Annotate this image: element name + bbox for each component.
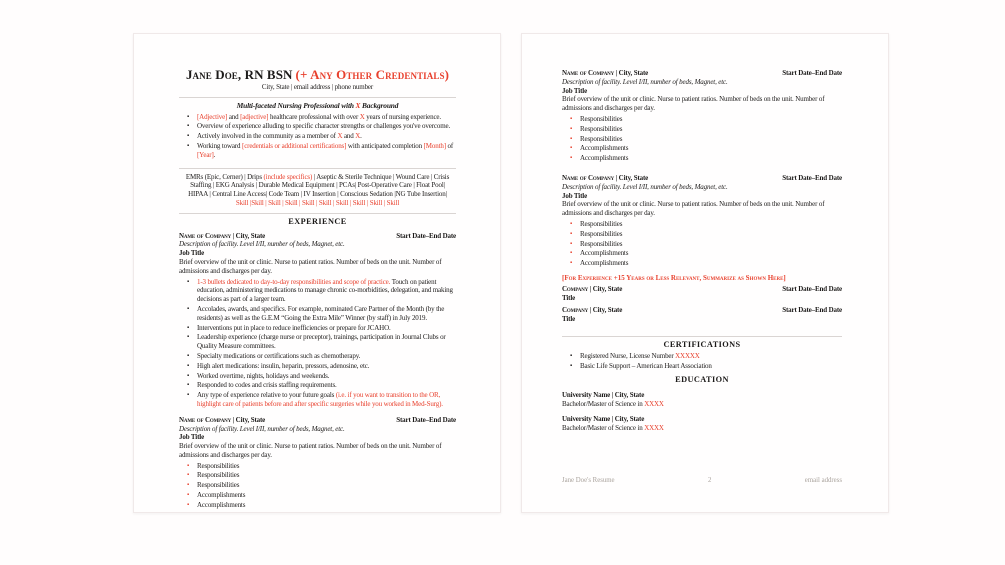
credentials-placeholder: (+ Any Other Credentials) <box>295 67 450 82</box>
responsibility-bullet: ▪ Responsibilities <box>187 462 456 471</box>
divider <box>179 97 456 98</box>
facility-description: Description of facility. Level I/II, number of beds, Magnet, etc. <box>179 424 345 433</box>
job-title: Job Title <box>562 191 588 200</box>
divider <box>562 336 842 337</box>
facility-description: Description of facility. Level I/II, number of beds, Magnet, etc. <box>562 77 728 86</box>
experience-bullet: ▪ High alert medications: insulin, heparin, pressors, adenosine, etc. <box>187 362 456 371</box>
skills-line: Staffing | EKG Analysis | Durable Medical Equipment | PCAs| Post-Operative Care | Float Pool| <box>190 181 445 190</box>
experience-bullet: ▪ Leadership experience (charge nurse or preceptor), trainings, participation in Journal Clubs or Quality Measure committees. <box>187 333 456 351</box>
experience-bullet: ▪ Specialty medications or certifications such as chemotherapy. <box>187 352 456 361</box>
entry-dates: Start Date–End Date <box>782 173 842 182</box>
responsibility-bullet: ▪ Responsibilities <box>187 481 456 490</box>
company-name: Name of Company | City, State <box>562 69 649 77</box>
entry-header-row <box>562 69 842 78</box>
unit-overview: Brief overview of the unit or clinic. Nurse to patient ratios. Number of beds on the unit. Number of admissions and discharges per day. <box>562 95 825 113</box>
summarized-company <box>562 306 842 324</box>
entry-header-row <box>179 416 456 425</box>
experience-bullet: ▪ Interventions put in place to reduce inefficiencies or prepare for JCAHO. <box>187 324 456 333</box>
job-title: Title <box>562 315 576 324</box>
responsibility-bullet: ▪ Responsibilities <box>570 125 842 134</box>
education-section-heading: EDUCATION <box>675 375 729 385</box>
unit-overview: Brief overview of the unit or clinic. Nurse to patient ratios. Number of beds on the unit. Number of admissions and discharges per day. <box>179 442 442 459</box>
certifications-section-heading: CERTIFICATIONS <box>663 339 741 349</box>
entry-dates: Start Date–End Date <box>782 284 842 293</box>
summary-bullet: ▪ Working toward [credentials or additional certifications] with anticipated completion [Month] of [Year]. <box>187 142 456 160</box>
responsibility-bullet: ▪ Responsibilities <box>187 471 456 480</box>
skills-line: HIPAA | Central Line Access| Code Team | IV Insertion | Conscious Sedation |NG Tube Insertion| <box>188 190 447 199</box>
entry-dates: Start Date–End Date <box>396 415 456 424</box>
footer-document-title: Jane Doe's Resume <box>562 477 615 485</box>
accomplishment-bullet: ▪ Accomplishments <box>187 501 456 510</box>
summary-bullet: ▪ [Adjective] and [adjective] healthcare professional with over X years of nursing experience. <box>187 113 456 122</box>
university-name: University Name | City, State <box>562 414 645 423</box>
company-name: Name of Company | City, State <box>179 231 266 240</box>
responsibility-bullet: ▪ Responsibilities <box>570 230 842 239</box>
footer-page-number: 2 <box>707 477 712 485</box>
certification-list <box>562 352 842 371</box>
job-title: Title <box>562 293 576 302</box>
summary-bullet-list <box>179 113 456 160</box>
experience-entry <box>179 232 456 409</box>
entry-header-row <box>562 174 842 183</box>
experience-bullet: ▪ Worked overtime, nights, holidays and weekends. <box>187 372 456 381</box>
company-name: Company | City, State <box>562 284 623 293</box>
divider <box>179 168 456 169</box>
company-name: Name of Company | City, State <box>562 173 649 182</box>
page-title <box>179 68 456 82</box>
placeholder-bullet-list <box>179 462 456 510</box>
entry-dates: Start Date–End Date <box>396 231 456 240</box>
education-entry <box>562 415 842 433</box>
experience-section-heading: EXPERIENCE <box>288 216 347 226</box>
job-title: Job Title <box>562 86 588 95</box>
accomplishment-bullet: ▪ Accomplishments <box>570 154 842 163</box>
certification-item: ▪ Basic Life Support – American Heart Association <box>570 362 842 371</box>
resume-page-1 <box>133 33 501 513</box>
degree-line: Bachelor/Master of Science in XXXX <box>562 423 664 432</box>
facility-description: Description of facility. Level I/II, number of beds, Magnet, etc. <box>179 240 345 249</box>
skills-block <box>179 173 456 208</box>
placeholder-bullet-list <box>562 220 842 268</box>
skills-line: Skill |Skill | Skill | Skill | Skill | Skill | Skill | Skill | Skill | Skill <box>235 198 400 207</box>
company-name: Company | City, State <box>562 306 623 315</box>
entry-dates: Start Date–End Date <box>782 306 842 315</box>
responsibility-bullet: ▪ Responsibilities <box>570 240 842 249</box>
unit-overview: Brief overview of the unit or clinic. Nurse to patient ratios. Number of beds on the unit. Number of admissions and discharges per day. <box>562 200 825 218</box>
experience-bullet: ▪ 1-3 bullets dedicated to day-to-day responsibilities and scope of practice. Touch on patient education, administering medications to manage chronic co-morbidities, delegation, and making decisions as part of a larger team. <box>187 278 456 304</box>
resume-page-2 <box>521 33 889 513</box>
company-name: Name of Company | City, State <box>179 415 266 424</box>
experience-entry <box>179 416 456 510</box>
divider <box>179 213 456 214</box>
experience-bullet: ▪ Responded to codes and crisis staffing requirements. <box>187 381 456 390</box>
summary-bullet: ▪ Overview of experience alluding to specific character strengths or challenges you've overcome. <box>187 122 456 131</box>
entry-dates: Start Date–End Date <box>782 69 842 77</box>
placeholder-bullet-list <box>562 115 842 163</box>
certification-item: ▪ Registered Nurse, License Number XXXXX <box>570 352 842 361</box>
university-name: University Name | City, State <box>562 391 645 400</box>
experience-entry <box>562 69 842 163</box>
accomplishment-bullet: ▪ Accomplishments <box>570 249 842 258</box>
experience-bullet: ▪ Accolades, awards, and specifics. For example, nominated Care Partner of the Month (by the residents) as well as the G.E.M “Going the Extra Mile” Winner (by staff) in July 2019. <box>187 305 456 323</box>
professional-headline: Multi-faceted Nursing Professional with X Background <box>236 100 399 110</box>
experience-bullet-list <box>179 278 456 409</box>
accomplishment-bullet: ▪ Accomplishments <box>187 491 456 500</box>
degree-line: Bachelor/Master of Science in XXXX <box>562 399 664 408</box>
summary-bullet: ▪ Actively involved in the community as a member of X and X. <box>187 132 456 141</box>
entry-header-row <box>179 232 456 241</box>
responsibility-bullet: ▪ Responsibilities <box>570 220 842 229</box>
summarized-company <box>562 285 842 303</box>
entry-header-row <box>562 285 842 294</box>
candidate-name: Jane Doe, RN BSN <box>185 67 293 82</box>
accomplishment-bullet: ▪ Accomplishments <box>570 259 842 268</box>
responsibility-bullet: ▪ Responsibilities <box>570 115 842 124</box>
skills-line: EMRs (Epic, Cerner) | Drips (include specifics) | Aseptic & Sterile Technique | Wound Care | Crisis <box>185 172 450 181</box>
unit-overview: Brief overview of the unit or clinic. Nurse to patient ratios. Number of beds on the unit. Number of admissions and discharges per day. <box>179 257 442 275</box>
accomplishment-bullet: ▪ Accomplishments <box>570 144 842 153</box>
page-footer <box>562 477 842 486</box>
footer-email: email address <box>804 477 842 485</box>
experience-entry <box>562 174 842 268</box>
job-title: Job Title <box>179 433 205 442</box>
responsibility-bullet: ▪ Responsibilities <box>570 135 842 144</box>
facility-description: Description of facility. Level I/II, number of beds, Magnet, etc. <box>562 182 728 191</box>
entry-header-row <box>562 306 842 315</box>
job-title: Job Title <box>179 249 205 258</box>
summarize-note: [For Experience +15 Years or Less Relevant, Summarize as Shown Here] <box>562 273 786 282</box>
education-entry <box>562 391 842 409</box>
contact-line: City, State | email address | phone number <box>261 83 374 91</box>
experience-bullet: ▪ Any type of experience relative to your future goals (i.e. if you want to transition to the OR, highlight care of patients before and after specific surgeries while you worked in Med-Surg). <box>187 391 456 409</box>
